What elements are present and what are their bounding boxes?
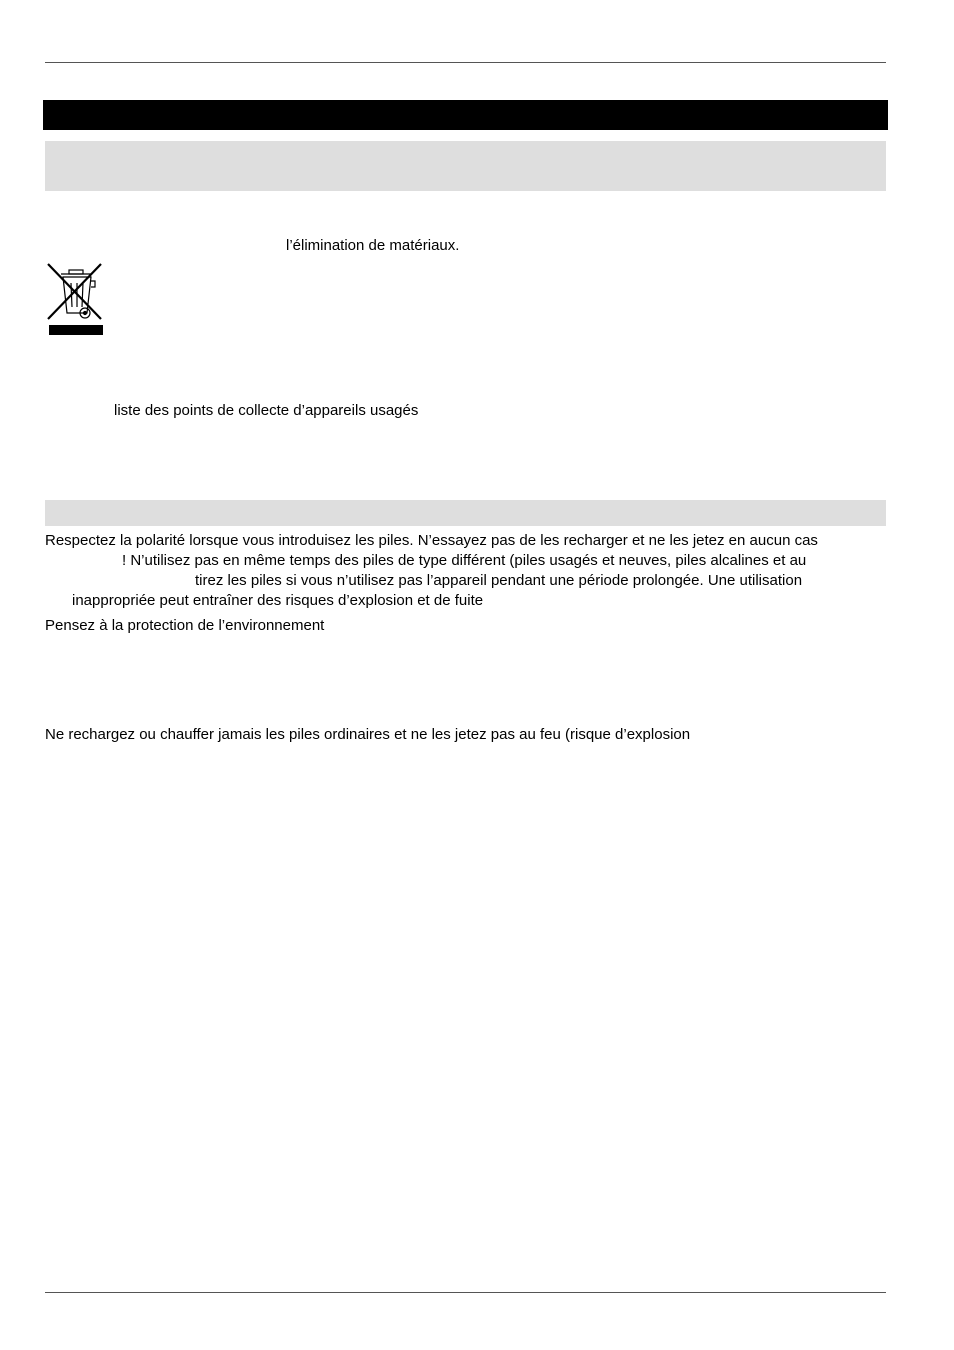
disposal-text-line-1: l’élimination de matériaux. [286, 237, 460, 254]
disposal-text-line-2: liste des points de collecte d’appareils usagés [114, 402, 419, 419]
crossed-out-wheelie-bin-icon [45, 261, 107, 337]
top-rule [45, 62, 886, 63]
battery-paragraph-1-line-4: inappropriée peut entraîner des risques d’explosion et de fuite [72, 592, 484, 609]
battery-paragraph-3: Ne rechargez ou chauffer jamais les piles ordinaires et ne les jetez pas au feu (risque d’explosion [45, 726, 691, 743]
battery-paragraph-2: Pensez à la protection de l’environnement [45, 617, 325, 634]
section-heading-band [45, 141, 886, 191]
battery-section-band [45, 500, 886, 526]
bottom-rule [45, 1292, 886, 1293]
section-header-bar [43, 100, 888, 130]
battery-paragraph-1-line-2: ! N’utilisez pas en même temps des piles de type différent (piles usagés et neuves, piles alcalines et au [122, 552, 807, 569]
battery-paragraph-1-line-1: Respectez la polarité lorsque vous introduisez les piles. N’essayez pas de les recharger et ne les jetez en aucun cas [45, 532, 818, 549]
battery-paragraph-1-line-3: tirez les piles si vous n’utilisez pas l’appareil pendant une période prolongée. Une utilisation [195, 572, 803, 589]
